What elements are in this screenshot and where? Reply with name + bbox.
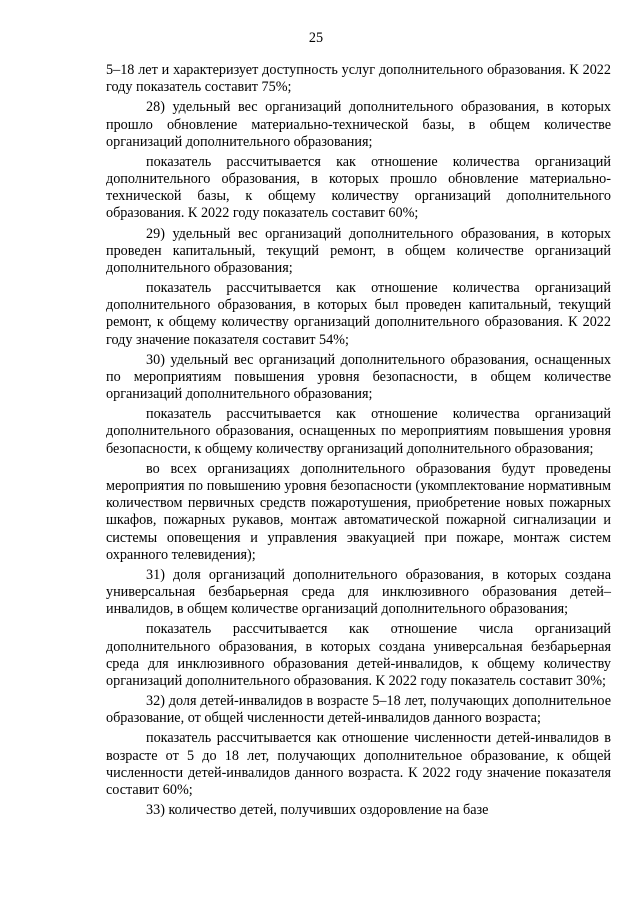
paragraph: во всех организациях дополнительного образования будут проведены мероприятия по повышению уровня безопасности (укомплектование нормативным количеством первичных средств пожаротушения, приобретение новых пожарных шкафов, пожарных рукавов, монтаж автоматической пожарной сигнализации и системы оповещения и управления эвакуацией при пожаре, монтаж систем охранного телевидения); <box>106 460 611 563</box>
paragraph: 32) доля детей-инвалидов в возрасте 5–18 лет, получающих дополнительное образование, от общей численности детей-инвалидов данного возраста; <box>106 693 611 727</box>
paragraph: показатель рассчитывается как отношение числа организаций дополнительного образования, в которых создана универсальная безбарьерная среда для инклюзивного образования детей-инвалидов, к общему количеству организаций дополнительного образования. К 2022 году показатель составит 30%; <box>106 621 611 689</box>
paragraph: 33) количество детей, получивших оздоровление на базе <box>146 802 489 819</box>
paragraph: 30) удельный вес организаций дополнительного образования, оснащенных по мероприятиям повышения уровня безопасности, в общем количестве организаций дополнительного образования; <box>106 351 611 403</box>
paragraph: показатель рассчитывается как отношение количества организаций дополнительного образования, в которых прошло обновление материально-технической базы, к общему количеству организаций дополнительного образования. К 2022 году показатель составит 60%; <box>106 153 611 222</box>
paragraph: 31) доля организаций дополнительного образования, в которых создана универсальная безбарьерная среда для инклюзивного образования детей–инвалидов, в общем количестве организаций дополнительного образования; <box>106 566 611 618</box>
paragraph: 28) удельный вес организаций дополнительного образования, в которых прошло обновление материально-технической базы, в общем количестве организаций дополнительного образования; <box>106 99 611 150</box>
paragraph: 5–18 лет и характеризует доступность услуг дополнительного образования. К 2022 году показатель составит 75%; <box>106 62 611 96</box>
page-number: 25 <box>308 30 324 46</box>
paragraph: показатель рассчитывается как отношение численности детей-инвалидов в возрасте от 5 до 18 лет, получающих дополнительное образование, к общей численности детей-инвалидов данного возраста. К 2022 году значение показателя составит 60%; <box>106 730 611 798</box>
paragraph: показатель рассчитывается как отношение количества организаций дополнительного образования, оснащенных по мероприятиям повышения уровня безопасности, к общему количеству организаций дополнительного образования; <box>106 406 611 457</box>
document-body <box>106 62 611 822</box>
paragraph: показатель рассчитывается как отношение количества организаций дополнительного образования, в которых был проведен капитальный, текущий ремонт, к общему количеству организаций дополнительного образования. К 2022 году значение показателя составит 54%; <box>106 280 611 348</box>
paragraph: 29) удельный вес организаций дополнительного образования, в которых проведен капитальный, текущий ремонт, в общем количестве организаций дополнительного образования; <box>106 225 611 276</box>
